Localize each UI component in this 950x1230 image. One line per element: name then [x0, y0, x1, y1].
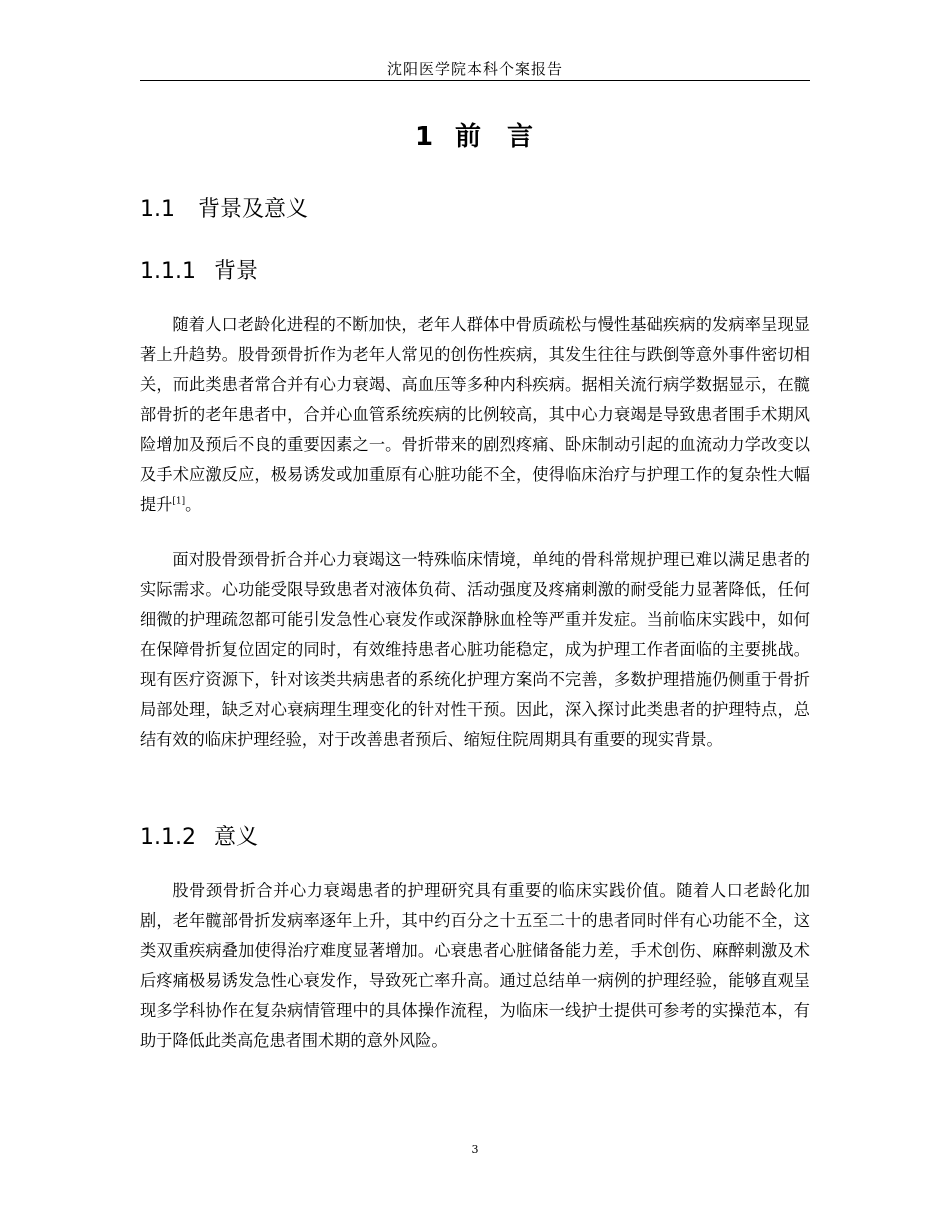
subsection-number: 1.1.1 [140, 259, 196, 284]
page-number: 3 [471, 1143, 479, 1156]
chapter-title [140, 116, 810, 153]
running-header: 沈阳医学院本科个案报告 [386, 60, 563, 78]
subsection-heading-1-1-2 [140, 820, 258, 851]
citation-marker[interactable]: [1] [172, 496, 186, 507]
subsection-heading-1-1-1 [140, 254, 258, 285]
header-divider [140, 80, 810, 81]
body-paragraph-2 [140, 545, 810, 755]
chapter-title-char-1: 前 [455, 122, 484, 152]
section-title: 背景及意义 [198, 197, 309, 222]
subsection-number: 1.1.2 [140, 825, 196, 850]
body-paragraph-3 [140, 876, 810, 1056]
chapter-title-char-2: 言 [507, 122, 536, 152]
paragraph-text: 股骨颈骨折合并心力衰竭患者的护理研究具有重要的临床实践价值。随着人口老龄化加剧，老年髋部骨折发病率逐年上升，其中约百分之十五至二十的患者同时伴有心功能不全，这类双重疾病叠加使得治疗难度显著增加。心衰患者心脏储备能力差，手术创伤、麻醉刺激及术后疼痛极易诱发急性心衰发作，导致死亡率升高。通过总结单一病例的护理经验，能够直观呈现多学科协作在复杂病情管理中的具体操作流程，为临床一线护士提供可参考的实操范本，有助于降低此类高危患者围术期的意外风险。 [140, 881, 810, 1050]
subsection-title: 意义 [214, 825, 259, 850]
paragraph-text: 面对股骨颈骨折合并心力衰竭这一特殊临床情境，单纯的骨科常规护理已难以满足患者的实际需求。心功能受限导致患者对液体负荷、活动强度及疼痛刺激的耐受能力显著降低，任何细微的护理疏忽都可能引发急性心衰发作或深静脉血栓等严重并发症。当前临床实践中，如何在保障骨折复位固定的同时，有效维持患者心脏功能稳定，成为护理工作者面临的主要挑战。现有医疗资源下，针对该类共病患者的系统化护理方案尚不完善，多数护理措施仍侧重于骨折局部处理，缺乏对心衰病理生理变化的针对性干预。因此，深入探讨此类患者的护理特点，总结有效的临床护理经验，对于改善患者预后、缩短住院周期具有重要的现实背景。 [140, 550, 810, 749]
subsection-title: 背景 [214, 259, 259, 284]
section-heading-1-1 [140, 192, 308, 223]
body-paragraph-1 [140, 310, 810, 520]
paragraph-end: 。 [185, 495, 202, 514]
section-number: 1.1 [140, 197, 175, 222]
chapter-number: 1 [414, 122, 436, 152]
paragraph-text: 随着人口老龄化进程的不断加快，老年人群体中骨质疏松与慢性基础疾病的发病率呈现显著上升趋势。股骨颈骨折作为老年人常见的创伤性疾病，其发生往往与跌倒等意外事件密切相关，而此类患者常合并有心力衰竭、高血压等多种内科疾病。据相关流行病学数据显示，在髋部骨折的老年患者中，合并心血管系统疾病的比例较高，其中心力衰竭是导致患者围手术期风险增加及预后不良的重要因素之一。骨折带来的剧烈疼痛、卧床制动引起的血流动力学改变以及手术应激反应，极易诱发或加重原有心脏功能不全，使得临床治疗与护理工作的复杂性大幅提升 [140, 315, 810, 514]
